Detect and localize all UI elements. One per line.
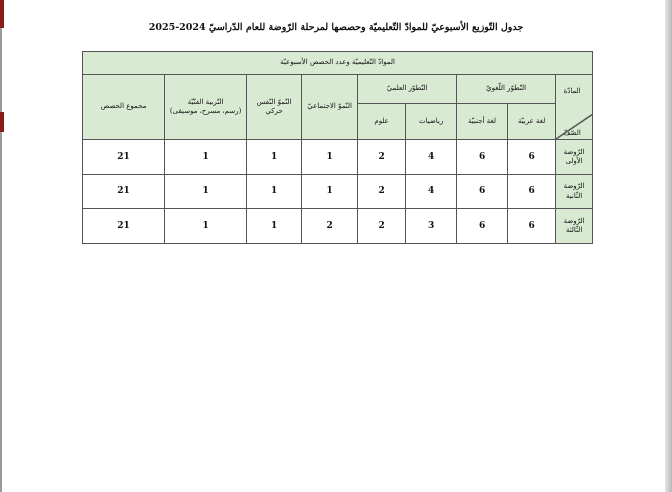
main-header: الموادّ التّعليميّة وعدد الحصص الأسبوعيّة <box>83 52 593 75</box>
total-header: مجموع الحصص <box>83 75 165 140</box>
arabic-cell: 6 <box>508 209 556 244</box>
document-title: جدول التّوزيع الأسبوعيّ للموادّ التّعليميّة وحصصها لمرحلة الرّوضة للعام الدّراسيّ 2024-2025 <box>148 22 524 33</box>
total-cell: 21 <box>83 140 165 175</box>
motor-cell: 1 <box>247 140 302 175</box>
sciences-cell: 2 <box>358 175 406 209</box>
table-row <box>83 175 593 209</box>
left-edge-mark <box>0 112 4 132</box>
math-cell: 4 <box>406 175 457 209</box>
art-cell: 1 <box>165 209 247 244</box>
motor-cell: 1 <box>247 209 302 244</box>
subject-foreign-header: لغة أجنبيّة <box>457 104 508 140</box>
total-cell: 21 <box>83 175 165 209</box>
foreign-cell: 6 <box>457 175 508 209</box>
motor-cell: 1 <box>247 175 302 209</box>
table-row <box>83 140 593 175</box>
arabic-cell: 6 <box>508 140 556 175</box>
art-header-subtitle: (رسم، مسرح، موسيقى) <box>169 107 242 115</box>
foreign-cell: 6 <box>457 140 508 175</box>
social-cell: 1 <box>302 140 358 175</box>
foreign-cell: 6 <box>457 209 508 244</box>
sciences-cell: 2 <box>358 209 406 244</box>
art-cell: 1 <box>165 175 247 209</box>
social-cell: 1 <box>302 175 358 209</box>
corner-header-cell <box>556 75 593 140</box>
social-header: النّموّ الاجتماعيّ <box>302 75 358 140</box>
corner-subject-label: المادّة <box>563 87 581 95</box>
window-right-edge <box>665 0 672 492</box>
art-header-title: التّربية الفنّيّة <box>187 97 224 106</box>
sciences-cell: 2 <box>358 140 406 175</box>
math-cell: 4 <box>406 140 457 175</box>
math-cell: 3 <box>406 209 457 244</box>
group-language-header: التّطوّر اللّغويّ <box>457 75 556 104</box>
window-left-edge <box>0 0 2 492</box>
subject-arabic-header: لغة عربيّة <box>508 104 556 140</box>
table-row <box>83 209 593 244</box>
grade-cell: الرّوضة الثّانية <box>556 175 593 209</box>
total-cell: 21 <box>83 209 165 244</box>
subject-math-header: رياضيات <box>406 104 457 140</box>
arabic-cell: 6 <box>508 175 556 209</box>
weekly-schedule-table <box>82 51 593 244</box>
grade-cell: الرّوضة الأولى <box>556 140 593 175</box>
motor-header: النّموّ النّفس حركي <box>247 75 302 140</box>
subject-sciences-header: علوم <box>358 104 406 140</box>
social-cell: 2 <box>302 209 358 244</box>
group-science-header: التّطوّر العلميّ <box>358 75 457 104</box>
corner-grade-label: الصّفّ <box>563 128 581 137</box>
grade-cell: الرّوضة الثّالثة <box>556 209 593 244</box>
art-header <box>165 75 247 140</box>
art-cell: 1 <box>165 140 247 175</box>
